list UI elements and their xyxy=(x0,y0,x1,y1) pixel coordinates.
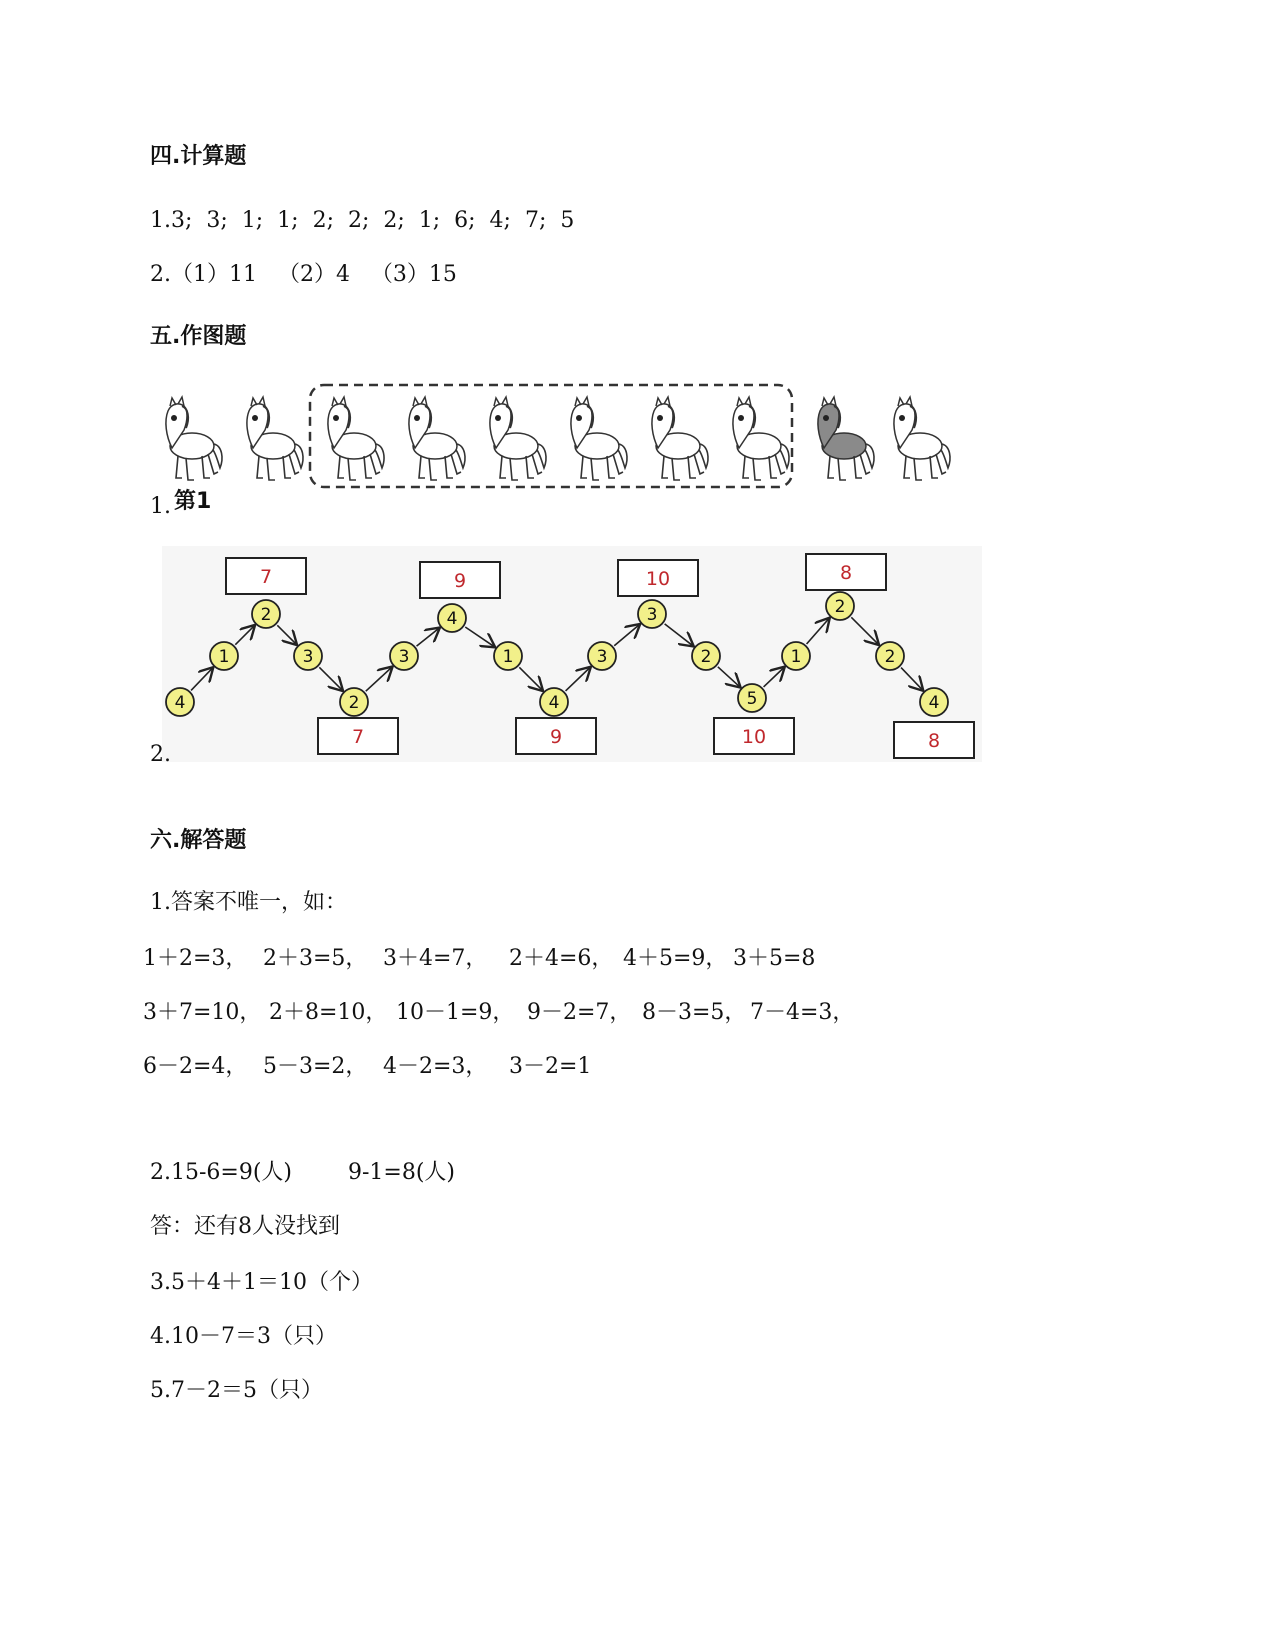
section-6-heading: 六.解答题 xyxy=(150,828,247,853)
question-number: 2. xyxy=(150,742,171,767)
circle-number: 3 xyxy=(398,647,410,667)
equation: 4－2=3， xyxy=(383,1054,488,1079)
section-4-heading: 四.计算题 xyxy=(150,144,247,169)
circle-number: 4 xyxy=(548,693,560,713)
equation: 2＋8=10， xyxy=(269,1000,388,1025)
equation: 4＋5=9， xyxy=(623,946,728,971)
equation: 2＋4=6， xyxy=(509,946,614,971)
circle-number: 3 xyxy=(302,647,314,667)
box-number: 9 xyxy=(453,570,467,592)
answer-line: 4.10－7＝3（只） xyxy=(150,1324,337,1349)
box-number: 9 xyxy=(549,726,563,748)
horse-icon xyxy=(733,397,789,480)
horse-icon xyxy=(652,397,708,480)
box-number: 8 xyxy=(927,730,941,752)
answer-line: 1.3; 3; 1; 1; 2; 2; 2; 1; 6; 4; 7; 5 xyxy=(150,208,575,233)
equation: 3＋7=10， xyxy=(143,1000,262,1025)
question-number: 1. xyxy=(150,494,171,519)
arrow xyxy=(417,629,439,647)
answer-line: 2.（1）11 （2）4 （3）15 xyxy=(150,262,457,287)
circle-number: 3 xyxy=(596,647,608,667)
answer-line: 2.15-6=9(人) 9-1=8(人) xyxy=(150,1160,455,1185)
arrow xyxy=(465,627,494,646)
box-number: 7 xyxy=(351,726,365,748)
zigzag-diagram xyxy=(162,546,982,762)
equation: 10－1=9， xyxy=(396,1000,515,1025)
circle-number: 2 xyxy=(700,647,712,667)
arrow xyxy=(319,667,342,690)
circle-number: 4 xyxy=(446,609,458,629)
circle-number: 4 xyxy=(174,693,186,713)
equation: 3－2=1 xyxy=(509,1054,592,1079)
circle-number: 2 xyxy=(884,647,896,667)
horse-icon xyxy=(247,397,303,480)
horse-icon xyxy=(571,397,627,480)
box-number: 10 xyxy=(741,726,767,748)
arrow xyxy=(851,617,878,644)
equation: 6－2=4， xyxy=(143,1054,248,1079)
figure-caption: 第1 xyxy=(174,489,212,514)
box-number: 10 xyxy=(645,568,671,590)
arrow xyxy=(901,668,922,690)
dashed-group-box xyxy=(310,385,792,487)
arrow xyxy=(191,668,212,690)
equation: 7－4=3， xyxy=(750,1000,855,1025)
equation: 9－2=7， xyxy=(527,1000,632,1025)
horse-icon xyxy=(490,397,546,480)
arrow xyxy=(277,625,296,644)
arrow xyxy=(665,624,693,646)
answer-line: 5.7－2＝5（只） xyxy=(150,1378,323,1403)
equation: 1＋2=3， xyxy=(143,946,248,971)
circle-number: 2 xyxy=(260,605,272,625)
horse-icon xyxy=(328,397,384,480)
horse-icon xyxy=(409,397,465,480)
equation: 3＋4=7， xyxy=(383,946,488,971)
circle-number: 2 xyxy=(834,597,846,617)
horses-figure xyxy=(158,382,958,502)
arrow xyxy=(519,667,542,690)
equation: 8－3=5， xyxy=(642,1000,747,1025)
answer-line: 答：还有8人没找到 xyxy=(150,1214,340,1239)
arrow xyxy=(235,626,254,645)
arrow xyxy=(764,668,784,687)
circle-number: 5 xyxy=(746,689,758,709)
arrow xyxy=(366,668,392,692)
horse-icon xyxy=(166,397,222,480)
arrow xyxy=(807,619,829,644)
circle-number: 3 xyxy=(646,605,658,625)
box-number: 7 xyxy=(259,566,273,588)
circle-number: 2 xyxy=(348,693,360,713)
arrow xyxy=(614,625,639,646)
circle-number: 1 xyxy=(502,647,514,667)
answer-line: 3.5＋4＋1＝10（个） xyxy=(150,1270,373,1295)
equation: 3＋5=8 xyxy=(733,946,816,971)
equation: 2＋3=5， xyxy=(263,946,368,971)
horse-icon xyxy=(894,397,950,480)
answer-line: 1.答案不唯一，如： xyxy=(150,890,347,915)
arrow xyxy=(718,667,740,687)
circle-number: 1 xyxy=(790,647,802,667)
gray-horse-icon xyxy=(818,397,874,480)
arrow xyxy=(566,668,590,691)
section-5-heading: 五.作图题 xyxy=(150,324,247,349)
equation: 5－3=2， xyxy=(263,1054,368,1079)
circle-number: 4 xyxy=(928,693,940,713)
circle-number: 1 xyxy=(218,647,230,667)
box-number: 8 xyxy=(839,562,853,584)
